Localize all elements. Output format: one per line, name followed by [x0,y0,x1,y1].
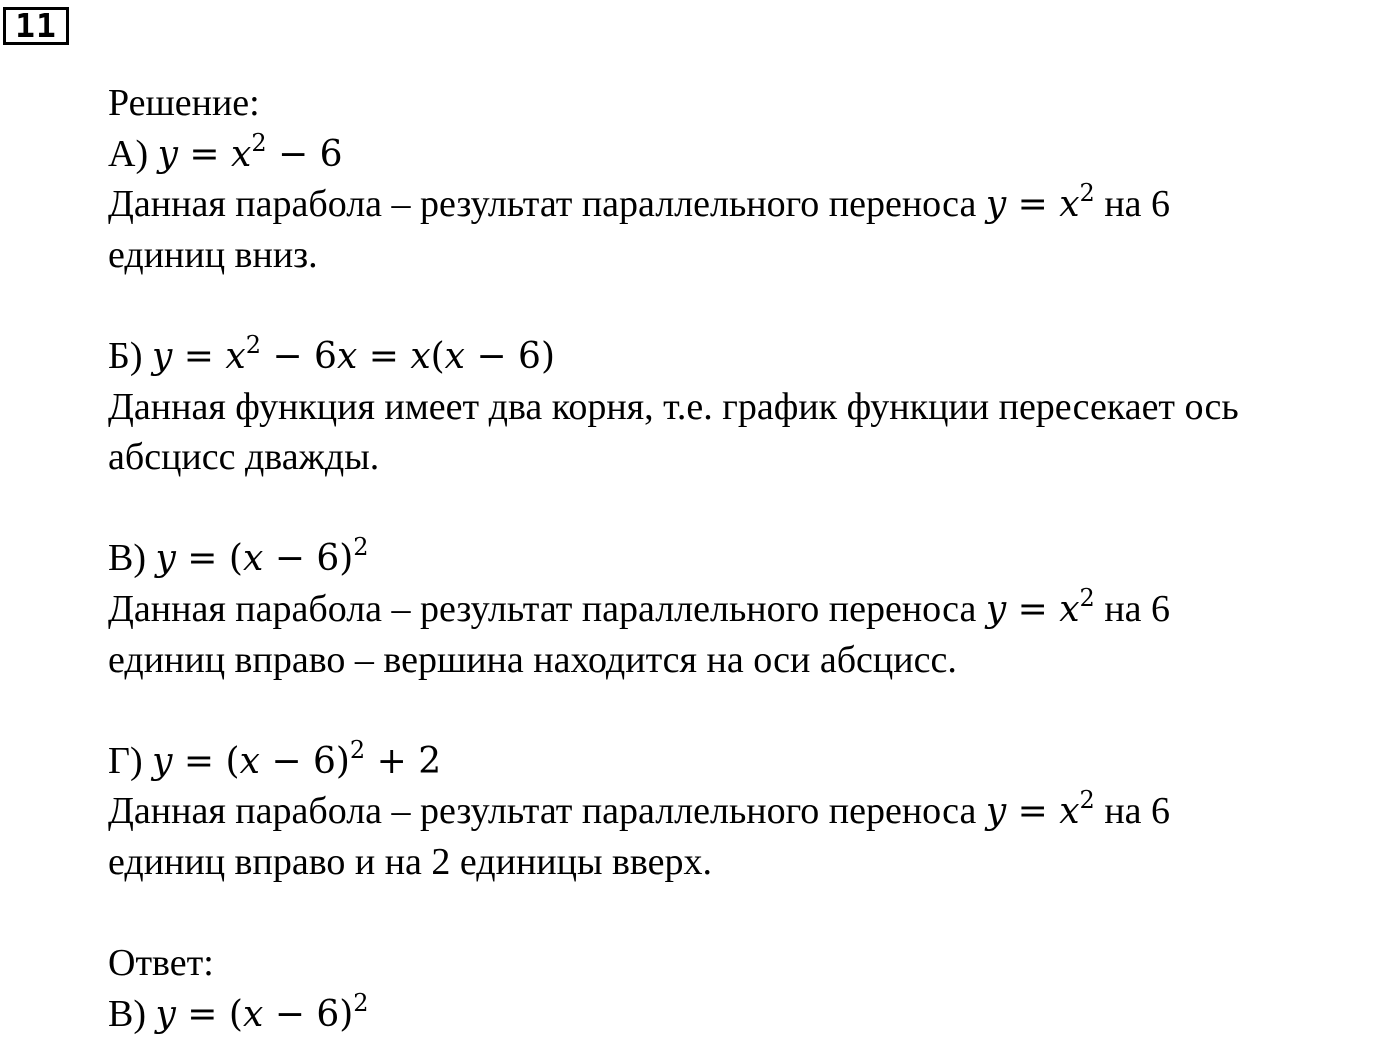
item-label: В) [108,537,146,580]
explanation-text: на 6 [1094,183,1171,226]
inline-formula: $y = x^2$ [985,583,1095,630]
explanation-text: единиц вниз. [108,233,318,276]
explanation-line [108,786,1400,837]
item-label: Г) [108,739,143,782]
item-formula: $y = x^2 - 6$ [157,128,343,175]
solution-item-v [108,533,1400,685]
answer-formula: $y = (x - 6)^2$ [155,988,369,1035]
explanation-text: единиц вправо и на 2 единицы вверх. [108,840,713,883]
answer-heading: Ответ: [108,942,214,985]
item-label: Б) [108,334,143,377]
explanation-text: Данная функция имеет два корня, т.е. график функции пересекает ось [108,385,1239,428]
item-heading [108,736,1400,787]
inline-formula: $y = x^2$ [985,179,1095,226]
item-formula: $y = (x - 6)^2$ [155,533,369,580]
explanation-line [108,432,1400,483]
explanation-line [108,179,1400,230]
inline-formula: $y = x^2$ [985,786,1095,833]
explanation-text: единиц вправо – вершина находится на оси абсцисс. [108,638,957,681]
explanation-text: Данная парабола – результат параллельного переноса [108,587,986,630]
explanation-line [108,230,1400,281]
item-formula: $y = (x - 6)^2 + 2$ [152,735,442,782]
item-formula: $y = x^2 - 6x = x(x - 6)$ [151,330,555,377]
solution-item-b [108,331,1400,483]
answer-line [108,989,1400,1040]
solution-heading: Решение: [108,82,260,124]
item-heading [108,331,1400,382]
item-heading [108,129,1400,180]
explanation-text: Данная парабола – результат параллельного переноса [108,183,986,226]
explanation-text: на 6 [1094,587,1171,630]
solution-item-g [108,736,1400,888]
explanation-text: абсцисс дважды. [108,436,380,479]
explanation-text: на 6 [1094,790,1171,833]
solution-item-a [108,129,1400,281]
item-heading [108,533,1400,584]
explanation-line [108,584,1400,635]
explanation-text: Данная парабола – результат параллельного переноса [108,790,986,833]
explanation-line [108,837,1400,888]
solution-content [108,78,1400,1039]
item-label: А) [108,132,149,175]
explanation-line [108,635,1400,686]
task-number-badge: 11 [3,7,69,45]
answer-label: В) [108,992,146,1035]
explanation-line [108,382,1400,433]
